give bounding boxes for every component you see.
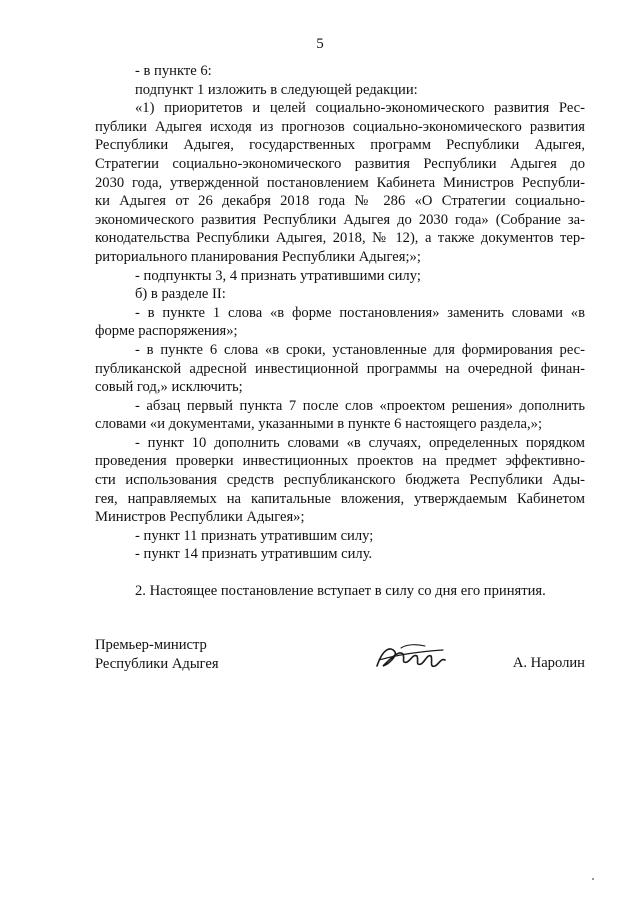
text-line: - пункт 14 признать утратившим силу.	[135, 546, 373, 563]
signatory-name: А. Наролин	[512, 655, 585, 671]
text-line: словами «и документами, указанными в пункте 6 настоящего раздела,»;	[95, 416, 542, 433]
text-line: - пункт 10 дополнить словами «в случаях, определенных порядком	[135, 434, 585, 451]
text-line: совый год,» исключить;	[95, 379, 243, 396]
text-line: гея, направляемых на капитальные вложения, утверждаемым Кабинетом	[95, 490, 585, 507]
signatory-title-line2: Республики Адыгея	[95, 655, 219, 672]
text-line: 2030 года, утвержденной постановлением Кабинета Министров Республи-	[95, 174, 585, 191]
signatory-title-line1: Премьер-министр	[95, 637, 207, 653]
text-line: публики Адыгея исходя из прогнозов социально-экономического развития	[95, 118, 585, 135]
text-line: Республики Адыгея, государственных программ Республики Адыгея,	[95, 137, 585, 154]
scan-artifact	[592, 878, 594, 880]
text-line: проведения проверки инвестиционных проектов на предмет эффективно-	[95, 453, 585, 470]
text-line: - в пункте 6:	[135, 63, 212, 79]
signatory-title	[95, 636, 219, 673]
text-line: «1) приоритетов и целей социально-экономического развития Рес-	[135, 100, 585, 117]
text-line: сти использования средств республиканского бюджета Республики Ады-	[95, 472, 585, 489]
handwritten-signature	[373, 640, 455, 676]
text-line: Министров Республики Адыгея»;	[95, 509, 305, 526]
text-line: - подпункты 3, 4 признать утратившими силу;	[135, 267, 421, 284]
text-line: риториального планирования Республики Адыгея;»;	[95, 248, 421, 265]
page-number: 5	[316, 36, 324, 52]
text-line: публиканской адресной инвестиционной программы на очередной финан-	[95, 360, 585, 377]
text-line: - пункт 11 признать утратившим силу;	[135, 527, 374, 544]
text-line: экономического развития Республики Адыгея до 2030 года» (Собрание за-	[95, 211, 585, 228]
text-line: - в пункте 6 слова «в сроки, установленные для формирования рес-	[135, 341, 585, 358]
text-line: ки Адыгея от 26 декабря 2018 года № 286 «О Стратегии социально-	[95, 193, 585, 210]
document-body	[95, 62, 585, 601]
text-line: 2. Настоящее постановление вступает в силу со дня его принятия.	[135, 583, 546, 600]
text-line: - в пункте 1 слова «в форме постановления» заменить словами «в	[135, 304, 585, 321]
paragraph-gap	[95, 564, 585, 582]
text-line: конодательства Республики Адыгея, 2018, № 12), а также документов тер-	[95, 230, 585, 247]
text-line: форме распоряжения»;	[95, 323, 238, 340]
text-line: - абзац первый пункта 7 после слов «проектом решения» дополнить	[135, 397, 585, 414]
text-line: Стратегии социально-экономического развития Республики Адыгея до	[95, 155, 585, 172]
text-line: подпункт 1 изложить в следующей редакции:	[135, 81, 418, 98]
text-line: б) в разделе II:	[135, 286, 226, 303]
signature-block	[95, 636, 585, 696]
